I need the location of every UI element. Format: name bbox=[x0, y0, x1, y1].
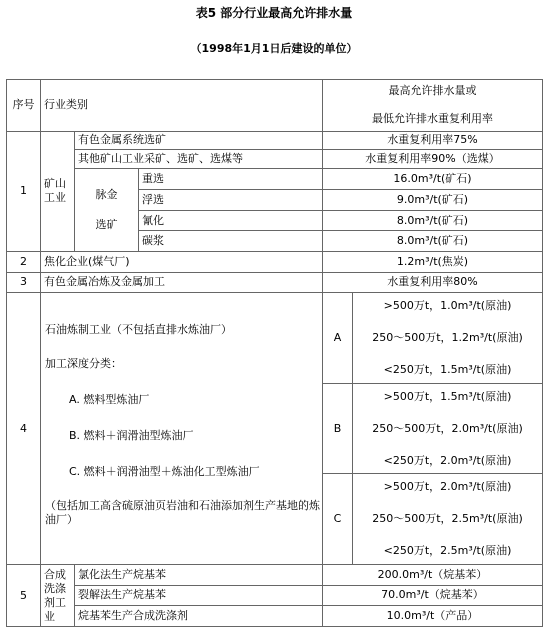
row1-sub-value: 8.0m³/t(矿石) bbox=[323, 210, 543, 231]
row4-class-letter: B bbox=[323, 383, 353, 474]
row4-class-values bbox=[353, 293, 543, 384]
row1-item-name: 其他矿山工业采矿、选矿、选煤等 bbox=[75, 150, 323, 169]
row1-item-name: 有色金属系统选矿 bbox=[75, 131, 323, 150]
row1-subgroup-line1: 脉金 bbox=[95, 187, 118, 201]
row4-class-values bbox=[353, 383, 543, 474]
row4-desc-line: B. 燃料＋润滑油型炼油厂 bbox=[69, 429, 194, 443]
row5-item-value: 70.0m³/t（烷基苯） bbox=[323, 585, 543, 606]
row2-no: 2 bbox=[7, 251, 41, 272]
row4-class-letter: A bbox=[323, 293, 353, 384]
header-limit-line2: 最低允许排水重复利用率 bbox=[372, 112, 493, 126]
row5-item-name: 裂解法生产烷基苯 bbox=[75, 585, 323, 606]
row5-item-value: 200.0m³/t（烷基苯） bbox=[323, 565, 543, 586]
discharge-table bbox=[6, 79, 543, 627]
row4-value-line: <250万t，2.0m³/t(原油) bbox=[383, 453, 512, 467]
header-category: 行业类别 bbox=[41, 80, 323, 132]
row4-desc-line: A. 燃料型炼油厂 bbox=[69, 393, 150, 407]
row4-value-line: >500万t，1.0m³/t(原油) bbox=[383, 298, 512, 312]
row3-value: 水重复利用率80% bbox=[323, 272, 543, 293]
row1-item-value: 水重复利用率75% bbox=[323, 131, 543, 150]
row1-sub-name: 氰化 bbox=[139, 210, 323, 231]
row5-group-line1: 合成洗涤 bbox=[44, 567, 66, 595]
row4-class-letter: C bbox=[323, 474, 353, 565]
table-row bbox=[7, 168, 543, 190]
row4-value-line: <250万t，1.5m³/t(原油) bbox=[383, 362, 512, 376]
table-row bbox=[7, 585, 543, 606]
row1-item-value: 水重复利用率90%（选煤） bbox=[323, 150, 543, 169]
row1-no: 1 bbox=[7, 131, 41, 251]
row1-subgroup bbox=[75, 168, 139, 251]
row4-value-line: 250～500万t，2.5m³/t(原油) bbox=[372, 512, 523, 526]
row2-value: 1.2m³/t(焦炭) bbox=[323, 251, 543, 272]
row4-value-line: >500万t，2.0m³/t(原油) bbox=[383, 480, 512, 494]
header-limit-line1: 最高允许排水量或 bbox=[388, 84, 477, 98]
row4-no: 4 bbox=[7, 293, 41, 565]
row1-group bbox=[41, 131, 75, 251]
row4-value-line: 250～500万t，2.0m³/t(原油) bbox=[372, 421, 523, 435]
row4-desc-line: （包括加工高含硫原油页岩油和石油添加剂生产基地的炼油厂） bbox=[45, 499, 320, 527]
header-row bbox=[7, 80, 543, 132]
row1-sub-value: 9.0m³/t(矿石) bbox=[323, 190, 543, 211]
row5-group bbox=[41, 565, 75, 627]
header-no: 序号 bbox=[7, 80, 41, 132]
row1-group-line1: 矿山 bbox=[44, 177, 66, 191]
row3-name: 有色金属冶炼及金属加工 bbox=[41, 272, 323, 293]
row4-value-line: >500万t，1.5m³/t(原油) bbox=[383, 389, 512, 403]
table-row bbox=[7, 251, 543, 272]
row1-sub-name: 碳浆 bbox=[139, 231, 323, 252]
row5-item-name: 烷基苯生产合成洗涤剂 bbox=[75, 606, 323, 627]
row1-sub-value: 8.0m³/t(矿石) bbox=[323, 231, 543, 252]
table-row bbox=[7, 565, 543, 586]
table-row bbox=[7, 131, 543, 150]
row1-sub-name: 重选 bbox=[139, 168, 323, 190]
row4-class-values bbox=[353, 474, 543, 565]
row4-desc-line: 加工深度分类： bbox=[45, 357, 122, 371]
row5-item-name: 氯化法生产烷基苯 bbox=[75, 565, 323, 586]
row4-desc-line: 石油炼制工业（不包括直排水炼油厂） bbox=[45, 323, 232, 337]
table-row bbox=[7, 293, 543, 384]
row5-item-value: 10.0m³/t（产品） bbox=[323, 606, 543, 627]
row1-group-line2: 工业 bbox=[44, 191, 66, 205]
row5-group-line2: 剂工业 bbox=[44, 595, 66, 623]
table-row bbox=[7, 606, 543, 627]
row1-subgroup-line2: 选矿 bbox=[95, 217, 118, 231]
row4-description bbox=[41, 293, 323, 565]
table-subtitle: （1998年1月1日后建设的单位） bbox=[190, 42, 358, 55]
table-title: 表5 部分行业最高允许排水量 bbox=[195, 6, 353, 20]
row3-no: 3 bbox=[7, 272, 41, 293]
row1-sub-value: 16.0m³/t(矿石) bbox=[323, 168, 543, 190]
row1-sub-name: 浮选 bbox=[139, 190, 323, 211]
table-row bbox=[7, 272, 543, 293]
table-row bbox=[7, 150, 543, 169]
row4-desc-line: C. 燃料＋润滑油型＋炼油化工型炼油厂 bbox=[69, 465, 260, 479]
row4-value-line: <250万t，2.5m³/t(原油) bbox=[383, 544, 512, 558]
header-limit bbox=[323, 80, 543, 132]
row5-no: 5 bbox=[7, 565, 41, 627]
row2-name: 焦化企业(煤气厂) bbox=[41, 251, 323, 272]
row4-value-line: 250～500万t，1.2m³/t(原油) bbox=[372, 330, 523, 344]
